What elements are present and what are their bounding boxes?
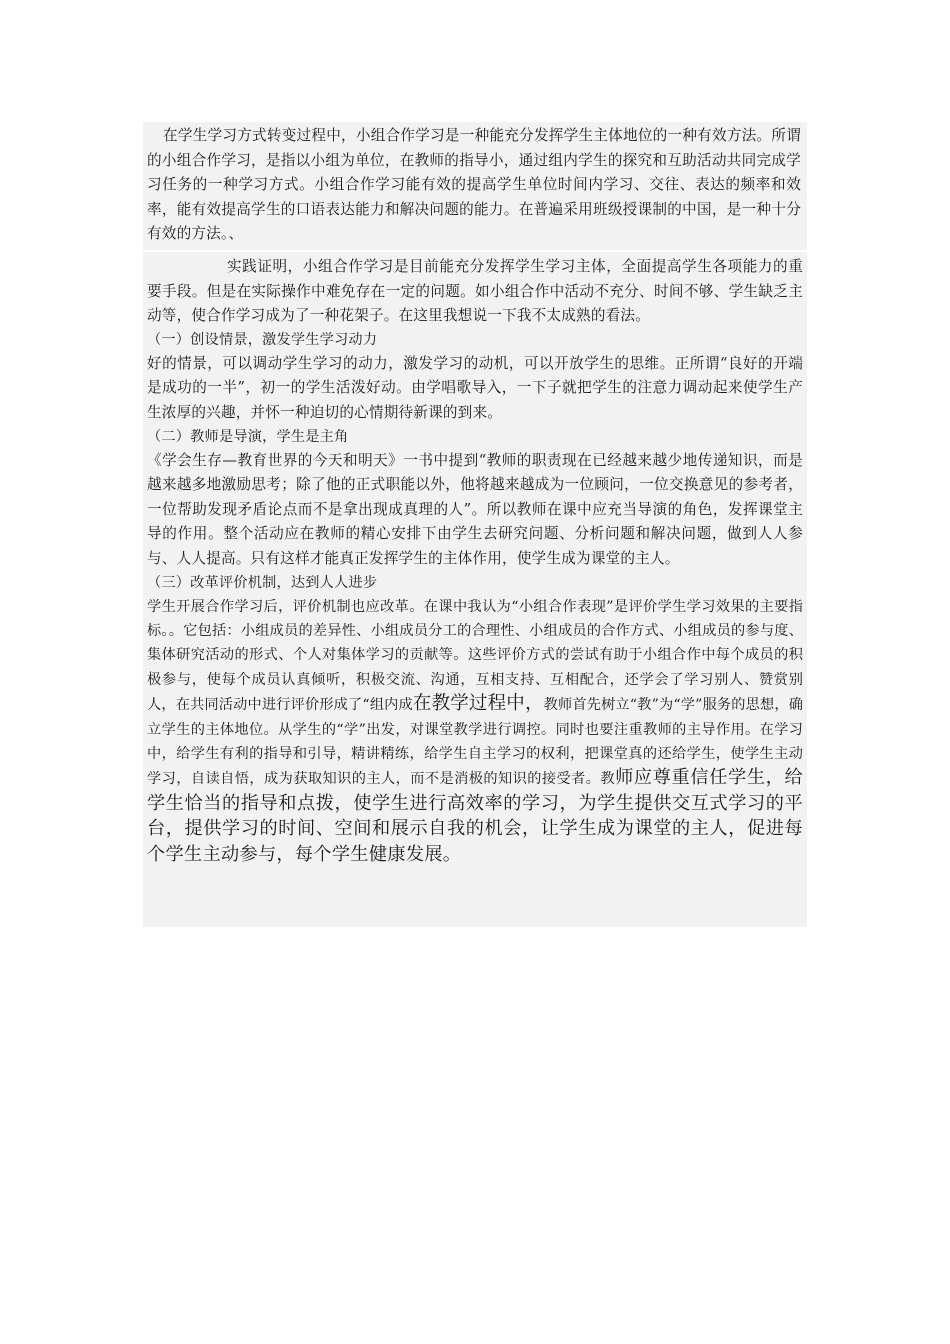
intro-paragraph: 在学生学习方式转变过程中，小组合作学习是一种能充分发挥学生主体地位的一种有效方法。所谓的小组合作学习，是指以小组为单位，在教师的指导小，通过组内学生的探究和互助活动共同完成学习任务的一种学习方式。小组合作学习能有效的提高学生单位时间内学习、交往、表达的频率和效率，能有效提高学生的口语表达能力和解决问题的能力。在普遍采用班级授课制的中国，是一种十分有效的方法。、	[147, 127, 801, 243]
intro-block	[143, 122, 807, 250]
body-paragraph-1: 实践证明，小组合作学习是目前能充分发挥学生学习主体，全面提高学生各项能力的重要手段。但是在实际操作中难免存在一定的问题。如小组合作中活动不充分、时间不够、学生缺乏主动等，使合作学习成为了一种花架子。在这里我想说一下我不太成熟的看法。	[147, 258, 803, 325]
section-3-heading: （三）改革评价机制，达到人人进步	[147, 574, 378, 591]
section-3-text	[147, 595, 803, 868]
section-3-text-a: 学生开展合作学习后，评价机制也应改革。在课中我认为“小组合作表现”是评价学生学习效果的主要指标。。它包括：小组成员的差异性、小组成员分工的合理性、小组成员的合作方式、小组成员的参与度、集体研究活动的形式、个人对集体学习的贡献等。这些评价方式的尝试有助于小组合作中每个成员的积极参与，使每个成员认真倾听，积极交流、沟通，互相支持、互相配合，还学会了学习别人、赞赏别人，在共同活动中进行评价形成了“组内成	[147, 598, 803, 714]
section-2-heading: （二）教师是导演，学生是主角	[147, 428, 349, 445]
section-2-text: 《学会生存—教育世界的今天和明天》一书中提到“教师的职责现在已经越来越少地传递知识，而是越来越多地激励思考；除了他的正式职能以外，他将越来越成为一位顾问，一位交换意见的参考者，一位帮助发现矛盾论点而不是拿出现成真理的人”。所以教师在课中应充当导演的角色，发挥课堂主导的作用。整个活动应在教师的精心安排下由学生去研究问题、分析问题和解决问题，做到人人参与、人人提高。只有这样才能真正发挥学生的主体作用，使学生成为课堂的主人。	[147, 451, 803, 567]
section-3-text-tail: 师应尊重信任学生，给学生恰当的指导和点拨，使学生进行高效率的学习，为学生提供交互式学习的平台，提供学习的时间、空间和展示自我的机会，让学生成为课堂的主人，促进每个学生主动参与，每个学生健康发展。	[147, 767, 803, 865]
section-1-heading: （一）创设情景，激发学生学习动力	[147, 331, 378, 348]
section-3-text-large: 在教学过程中，	[412, 693, 544, 715]
section-1-text: 好的情景，可以调动学生学习的动力，激发学习的动机，可以开放学生的思维。正所谓“良好的开端是成功的一半”，初一的学生活泼好动。由学唱歌导入，一下子就把学生的注意力调动起来使学生产生浓厚的兴趣，并怀一种迫切的心情期待新课的到来。	[147, 354, 803, 421]
section-3-text-b: 教师首先树立“教”为“学”服务的思想，确立学生的主体地位。从学生的“学”出发，对课堂教学进行调控。同时也要注重教师的主导作用。在学习中，给学生有利的指导和引导，精讲精练，给学生自主学习的权利，把课堂真的还给学生，使学生主动学习，自读自悟，成为获取知识的主人，而不是消极的知识的接受者。教	[147, 697, 804, 788]
body-block	[143, 252, 807, 927]
